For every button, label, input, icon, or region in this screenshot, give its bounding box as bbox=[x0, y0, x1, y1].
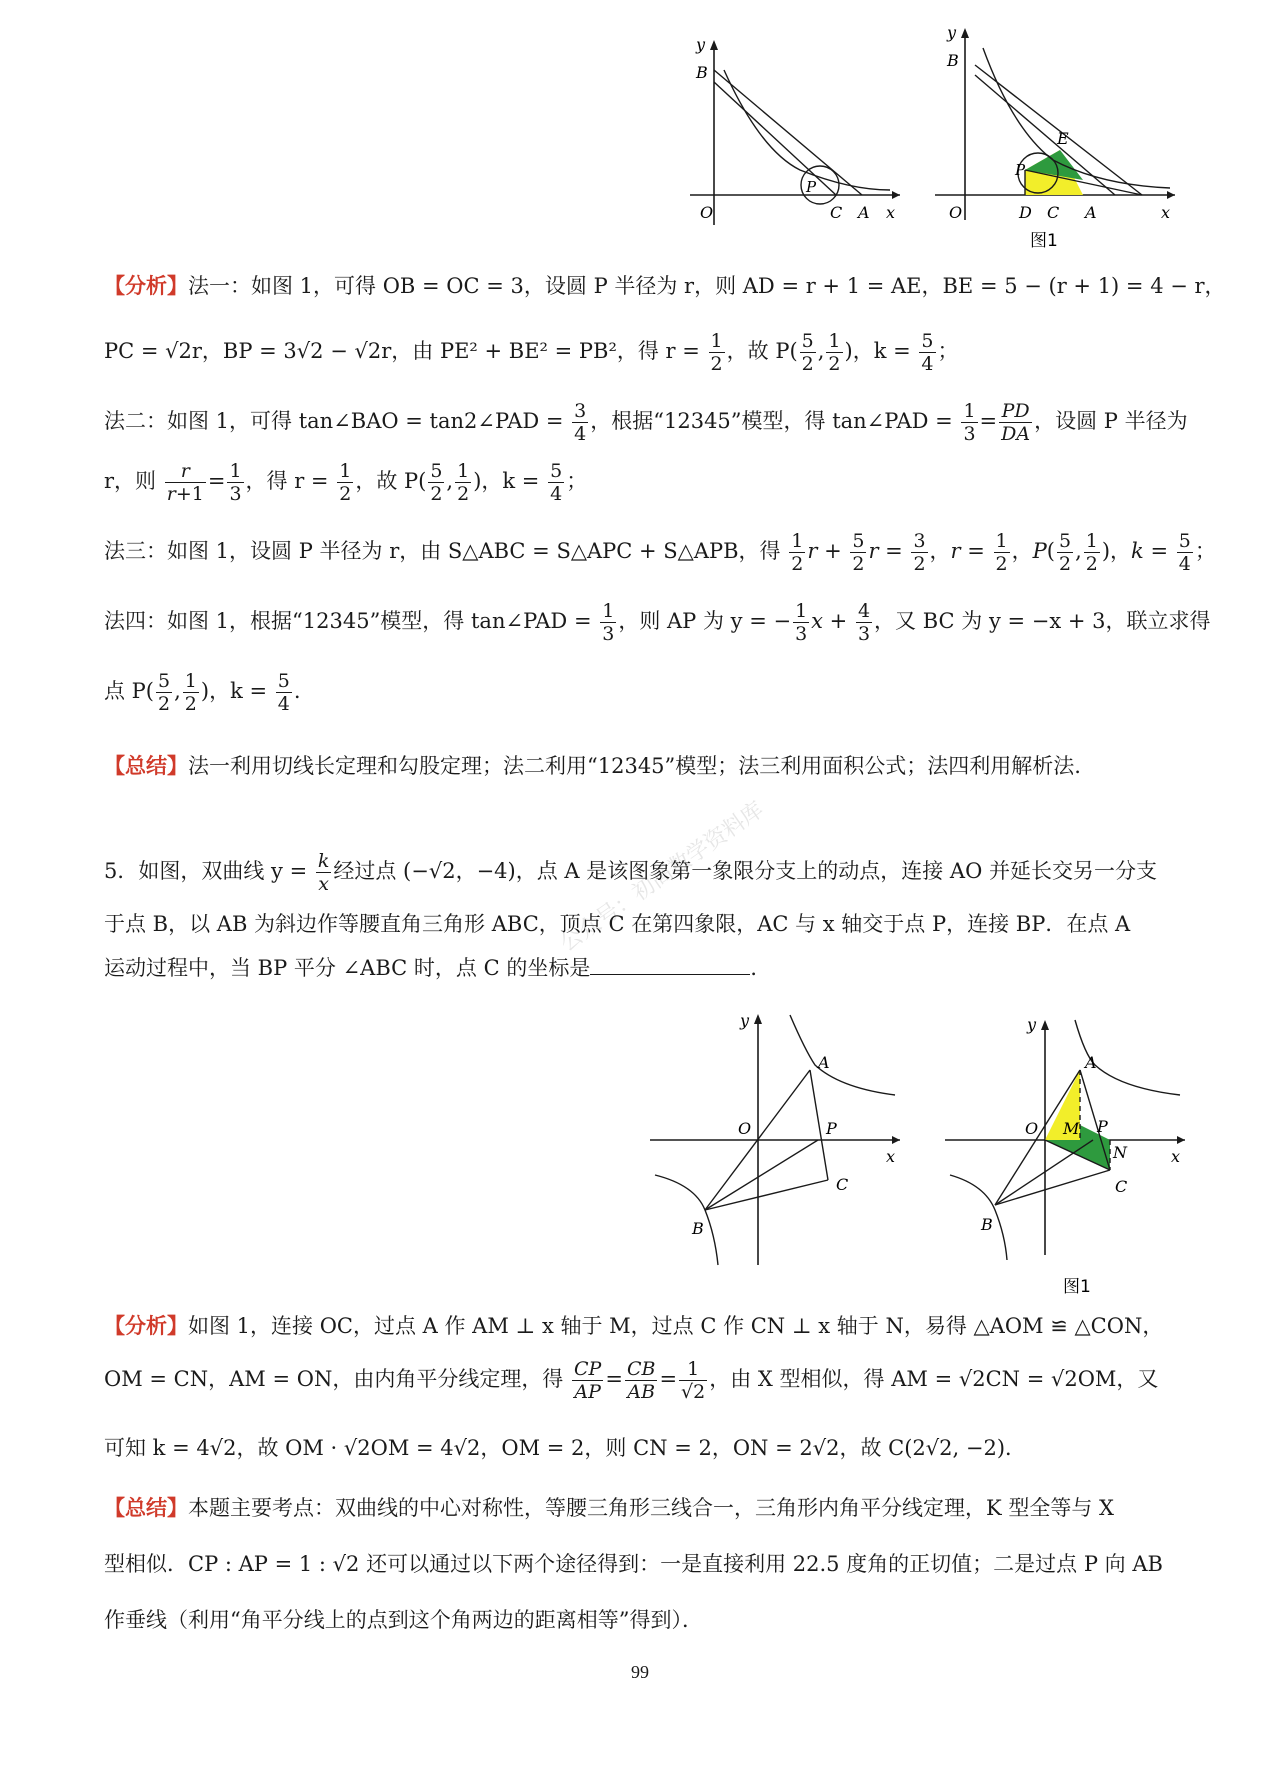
problem5-line1 bbox=[104, 850, 1157, 895]
text: ，则 AP 为 y = − bbox=[618, 609, 792, 633]
text: 点 P( bbox=[104, 679, 154, 703]
text: 经过点 (−√2，−4)，点 A 是该图象第一象限分支上的动点，连接 AO 并延长交另一分支 bbox=[333, 859, 1157, 883]
text: 5．如图，双曲线 y = bbox=[104, 859, 308, 883]
figure-bottom-left bbox=[650, 1010, 920, 1270]
label-C: C bbox=[1047, 203, 1060, 222]
label-P: P bbox=[1015, 161, 1026, 179]
fraction: $\frac{PD}{DA}$ bbox=[1001, 400, 1031, 445]
text: 法四：如图 1，根据“12345”模型，得 tan∠PAD = bbox=[104, 609, 592, 633]
fraction: $\frac{5}{2}$ bbox=[852, 530, 865, 575]
analysis2-line3: 可知 k = 4√2，故 OM · √2OM = 4√2，OM = 2，则 CN = 2，ON = 2√2，故 C(2√2, −2)． bbox=[104, 1436, 1027, 1460]
analysis1-line6: 法四：如图 1，根据“12345”模型，得 tan∠PAD = $\frac{1}{3}$ ，则 AP 为 y = − $\frac{1}{3}$ x + $\frac{4}{3}$ ，又 BC 为 y = −x + 3，联立求得 bbox=[104, 600, 1211, 645]
fraction: $\frac{1}{3}$ bbox=[795, 600, 808, 645]
fraction: $\frac{CB}{AB}$ bbox=[626, 1358, 656, 1403]
label-E: E bbox=[1057, 129, 1069, 148]
label-O: O bbox=[738, 1119, 752, 1138]
fraction: $\frac{5}{4}$ bbox=[921, 330, 934, 375]
figure-caption: 图1 bbox=[1063, 1277, 1091, 1297]
problem5-line3: 运动过程中，当 BP 平分 ∠ABC 时，点 C 的坐标是 ． bbox=[104, 956, 772, 980]
label-C: C bbox=[836, 1175, 849, 1194]
fraction: $\frac{3}{2}$ bbox=[913, 530, 926, 575]
text: ，设圆 P 半径为 bbox=[1034, 409, 1188, 433]
label-B: B bbox=[692, 1219, 704, 1238]
label-y: y bbox=[696, 35, 706, 54]
text: 本题主要考点：双曲线的中心对称性，等腰三角形三线合一，三角形内角平分线定理，K 型全等与 X bbox=[188, 1496, 1114, 1520]
fraction: $\frac{5}{4}$ bbox=[1178, 530, 1191, 575]
text: )，k = bbox=[844, 339, 911, 363]
label-P: P bbox=[1097, 1117, 1108, 1136]
label-P: P bbox=[806, 178, 817, 196]
text: ，根据“12345”模型，得 tan∠PAD = bbox=[590, 409, 953, 433]
fraction: $\frac{5}{2}$ bbox=[158, 670, 171, 715]
analysis1-line1 bbox=[104, 270, 1226, 300]
text: ，故 P( bbox=[355, 469, 427, 493]
fraction: $\frac{1}{3}$ bbox=[229, 460, 242, 505]
text: ，由 X 型相似，得 AM = √2CN = √2OM，又 bbox=[709, 1367, 1159, 1391]
label-y: y bbox=[1027, 1015, 1037, 1034]
analysis2-line1 bbox=[104, 1310, 1163, 1340]
analysis1-line3: 法二：如图 1，可得 tan∠BAO = tan2∠PAD = $\frac{3}{4}$ ，根据“12345”模型，得 tan∠PAD = $\frac{1}{3}$ = $\frac{PD}{DA}$ ，设圆 P 半径为 bbox=[104, 400, 1188, 445]
fraction: $\frac{CP}{AP}$ bbox=[574, 1358, 602, 1403]
summary2-line3: 作垂线（利用“角平分线上的点到这个角两边的距离相等”得到）． bbox=[104, 1608, 703, 1632]
label-x: x bbox=[886, 203, 896, 222]
fraction: $\frac{k}{x}$ bbox=[317, 850, 330, 895]
label-O: O bbox=[949, 203, 963, 222]
fraction: $\frac{1}{2}$ bbox=[339, 460, 352, 505]
analysis1-line2: PC = √2r，BP = 3√2 − √2r，由 PE² + BE² = PB²，得 r = $\frac{1}{2}$ ，故 P( $\frac{5}{2}$ , $\frac{1}{2}$ )，k = $\frac{5}{4}$ ； bbox=[104, 330, 959, 375]
figure-bottom-right bbox=[945, 1010, 1205, 1300]
label-x: x bbox=[886, 1147, 896, 1166]
label-M: M bbox=[1063, 1119, 1080, 1138]
fraction: $\frac{1}{2}$ bbox=[995, 530, 1008, 575]
text: 如图 1，连接 OC，过点 A 作 AM ⊥ x 轴于 M，过点 C 作 CN ⊥ x 轴于 N，易得 △AOM ≌ △CON， bbox=[188, 1314, 1164, 1338]
fraction: $\frac{5}{2}$ bbox=[801, 330, 814, 375]
analysis1-text: 法一：如图 1，可得 OB = OC = 3，设圆 P 半径为 r，则 AD = r + 1 = AE，BE = 5 − (r + 1) = 4 − r， bbox=[188, 274, 1226, 298]
summary-tag: 【总结】 bbox=[104, 754, 188, 778]
analysis2-line2: OM = CN，AM = ON，由内角平分线定理，得 $\frac{CP}{AP}$ = $\frac{CB}{AB}$ = $\frac{1}{√2}$ ，由 X 型相似，得 AM = √2CN = √2OM，又 bbox=[104, 1358, 1159, 1403]
figure-top-left bbox=[680, 30, 920, 230]
fraction: $\frac{1}{2}$ bbox=[184, 670, 197, 715]
fraction: $\frac{3}{4}$ bbox=[574, 400, 587, 445]
text: ，得 r = bbox=[245, 469, 329, 493]
label-P: P bbox=[826, 1119, 837, 1138]
analysis1-line7: 点 P( $\frac{5}{2}$ , $\frac{1}{2}$ )，k = $\frac{5}{4}$ . bbox=[104, 670, 301, 715]
label-O: O bbox=[700, 203, 714, 222]
summary1-text: 法一利用切线长定理和勾股定理；法二利用“12345”模型；法三利用面积公式；法四利用解析法. bbox=[188, 754, 1081, 778]
fraction: $\frac{1}{2}$ bbox=[457, 460, 470, 505]
fraction: $\frac{1}{√2}$ bbox=[681, 1358, 706, 1403]
label-y: y bbox=[947, 23, 957, 42]
label-B: B bbox=[981, 1215, 993, 1234]
fraction: $\frac{r}{r+1}$ bbox=[166, 460, 204, 505]
fraction: $\frac{1}{2}$ bbox=[828, 330, 841, 375]
fraction: $\frac{1}{2}$ bbox=[710, 330, 723, 375]
label-C: C bbox=[1115, 1177, 1128, 1196]
label-C: C bbox=[830, 203, 843, 222]
label-x: x bbox=[1161, 203, 1171, 222]
watermark: 公众号：初高数学资料库 bbox=[555, 797, 769, 957]
figure-top-right bbox=[935, 10, 1195, 250]
text: )，k = bbox=[473, 469, 540, 493]
text: 法三：如图 1，设圆 P 半径为 r，由 S△ABC = S△APC + S△APB，得 bbox=[104, 539, 781, 563]
fraction: $\frac{5}{4}$ bbox=[277, 670, 290, 715]
fraction: $\frac{1}{2}$ bbox=[791, 530, 804, 575]
label-A: A bbox=[818, 1053, 830, 1072]
page-number: 99 bbox=[631, 1662, 649, 1682]
label-A: A bbox=[1085, 1053, 1097, 1072]
summary2-line2: 型相似．CP : AP = 1 : √2 还可以通过以下两个途径得到：一是直接利用 22.5 度角的正切值；二是过点 P 向 AB bbox=[104, 1552, 1163, 1576]
answer-blank bbox=[590, 954, 750, 975]
analysis-tag: 【分析】 bbox=[104, 274, 188, 298]
label-O: O bbox=[1025, 1119, 1039, 1138]
fraction: $\frac{4}{3}$ bbox=[857, 600, 871, 645]
fraction: $\frac{1}{3}$ bbox=[602, 600, 615, 645]
label-x: x bbox=[1171, 1147, 1181, 1166]
analysis-tag: 【分析】 bbox=[104, 1314, 188, 1338]
text: )，k = bbox=[200, 679, 268, 703]
label-A: A bbox=[858, 203, 870, 222]
fraction: $\frac{5}{2}$ bbox=[430, 460, 443, 505]
summary1 bbox=[104, 750, 1081, 780]
text: r，则 bbox=[104, 469, 157, 493]
analysis1-line5: 法三：如图 1，设圆 P 半径为 r，由 S△ABC = S△APC + S△APB，得 $\frac{1}{2}$ r + $\frac{5}{2}$ r = $\frac{3}{2}$ ，r = $\frac{1}{2}$ ，P( $\frac{5}{2}$ , $\frac{1}{2}$ )，k = $\frac{5}{4}$ ； bbox=[104, 530, 1216, 575]
text: ； bbox=[937, 339, 959, 363]
label-B: B bbox=[696, 63, 708, 82]
label-B: B bbox=[947, 51, 959, 70]
analysis1-line4: r，则 $\frac{r}{r+1}$ = $\frac{1}{3}$ ，得 r = $\frac{1}{2}$ ，故 P( $\frac{5}{2}$ , $\frac{1}{2}$ )，k = $\frac{5}{4}$ ； bbox=[104, 460, 588, 505]
label-D: D bbox=[1019, 203, 1032, 222]
text: ，又 BC 为 y = −x + 3，联立求得 bbox=[874, 609, 1211, 633]
fraction: $\frac{1}{2}$ bbox=[1085, 530, 1098, 575]
summary-tag: 【总结】 bbox=[104, 1496, 188, 1520]
text: . bbox=[293, 679, 301, 703]
text: 法二：如图 1，可得 tan∠BAO = tan2∠PAD = bbox=[104, 409, 564, 433]
label-N: N bbox=[1113, 1143, 1127, 1162]
text: PC = √2r，BP = 3√2 − √2r，由 PE² + BE² = PB²，得 r = bbox=[104, 339, 700, 363]
problem5-line2: 于点 B，以 AB 为斜边作等腰直角三角形 ABC，顶点 C 在第四象限，AC 与 x 轴交于点 P，连接 BP．在点 A bbox=[104, 912, 1131, 936]
figure-caption: 图1 bbox=[1030, 231, 1058, 250]
text: 运动过程中，当 BP 平分 ∠ABC 时，点 C 的坐标是 bbox=[104, 956, 591, 980]
text: ； bbox=[1194, 539, 1216, 563]
fraction: $\frac{5}{2}$ bbox=[1058, 530, 1072, 575]
text: ，故 P( bbox=[726, 339, 798, 363]
summary2-line1 bbox=[104, 1492, 1114, 1522]
fraction: $\frac{1}{3}$ bbox=[963, 400, 976, 445]
text: OM = CN，AM = ON，由内角平分线定理，得 bbox=[104, 1367, 564, 1391]
label-y: y bbox=[740, 1011, 750, 1030]
label-A: A bbox=[1085, 203, 1097, 222]
text: ； bbox=[566, 469, 588, 493]
fraction: $\frac{5}{4}$ bbox=[550, 460, 563, 505]
